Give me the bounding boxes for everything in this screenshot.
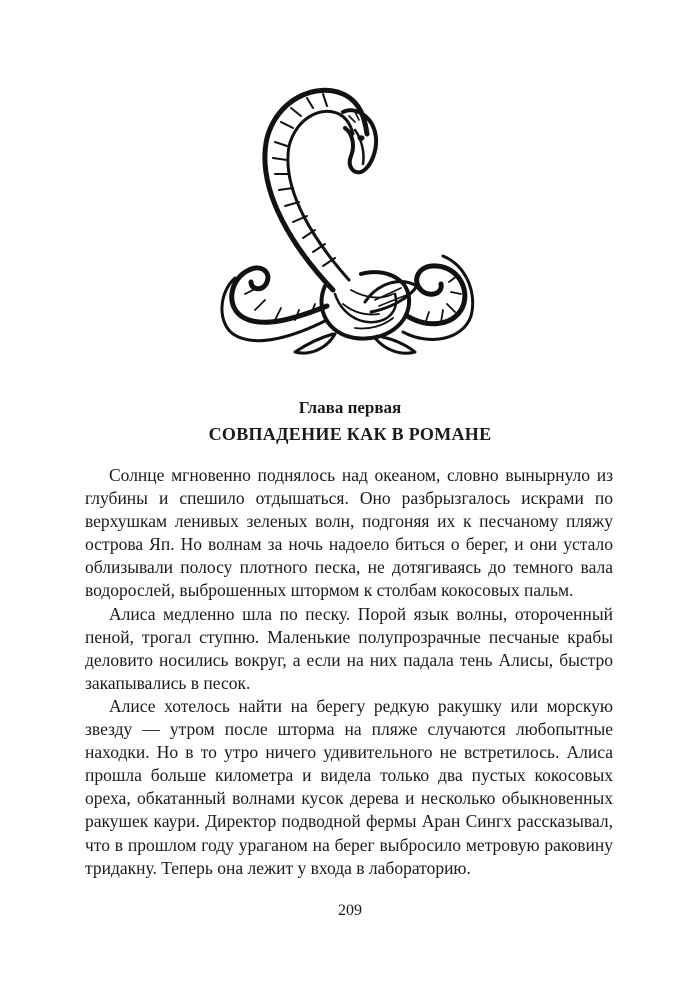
chapter-title: СОВПАДЕНИЕ КАК В РОМАНЕ: [208, 424, 492, 444]
paragraph: Алиса медленно шла по песку. Порой язык волны, отороченный пеной, трогал ступню. Маленькие полупрозрачные песчаные крабы деловито носились вокруг, а если на них падала тень Алисы, быстро закапывались в песок.: [85, 603, 613, 693]
chapter-label: Глава первая: [298, 398, 402, 417]
page-number: 209: [338, 902, 362, 919]
paragraph: Алисе хотелось найти на берегу редкую ракушку или морскую звезду — утром после шторма на пляже случаются любопытные находки. Но в то утро ничего удивительного не встретилось. Алиса прошла больше километра и видела только два пустых кокосовых ореха, обкатанный волнами кусок дерева и несколько обыкновенных ракушек каури. Директор подводной фермы Аран Сингх рассказывал, что в прошлом году ураганом на берег выбросило метровую раковину тридакну. Теперь она лежит у входа в лабораторию.: [85, 695, 613, 878]
chapter-body: [85, 464, 613, 880]
sea-serpent-icon: [215, 72, 477, 360]
sea-serpent-illustration: [215, 72, 477, 360]
paragraph: Солнце мгновенно поднялось над океаном, словно вынырнуло из глубины и спешило отдышаться. Оно разбрызгалось искрами по верхушкам ленивых зеленых волн, подгоняя их к песчаному пляжу острова Яп. Но волнам за ночь надоело биться о берег, и они устало облизывали полосу плотного песка, не дотягиваясь до темного вала водорослей, выброшенных штормом к столбам кокосовых пальм.: [85, 465, 613, 601]
